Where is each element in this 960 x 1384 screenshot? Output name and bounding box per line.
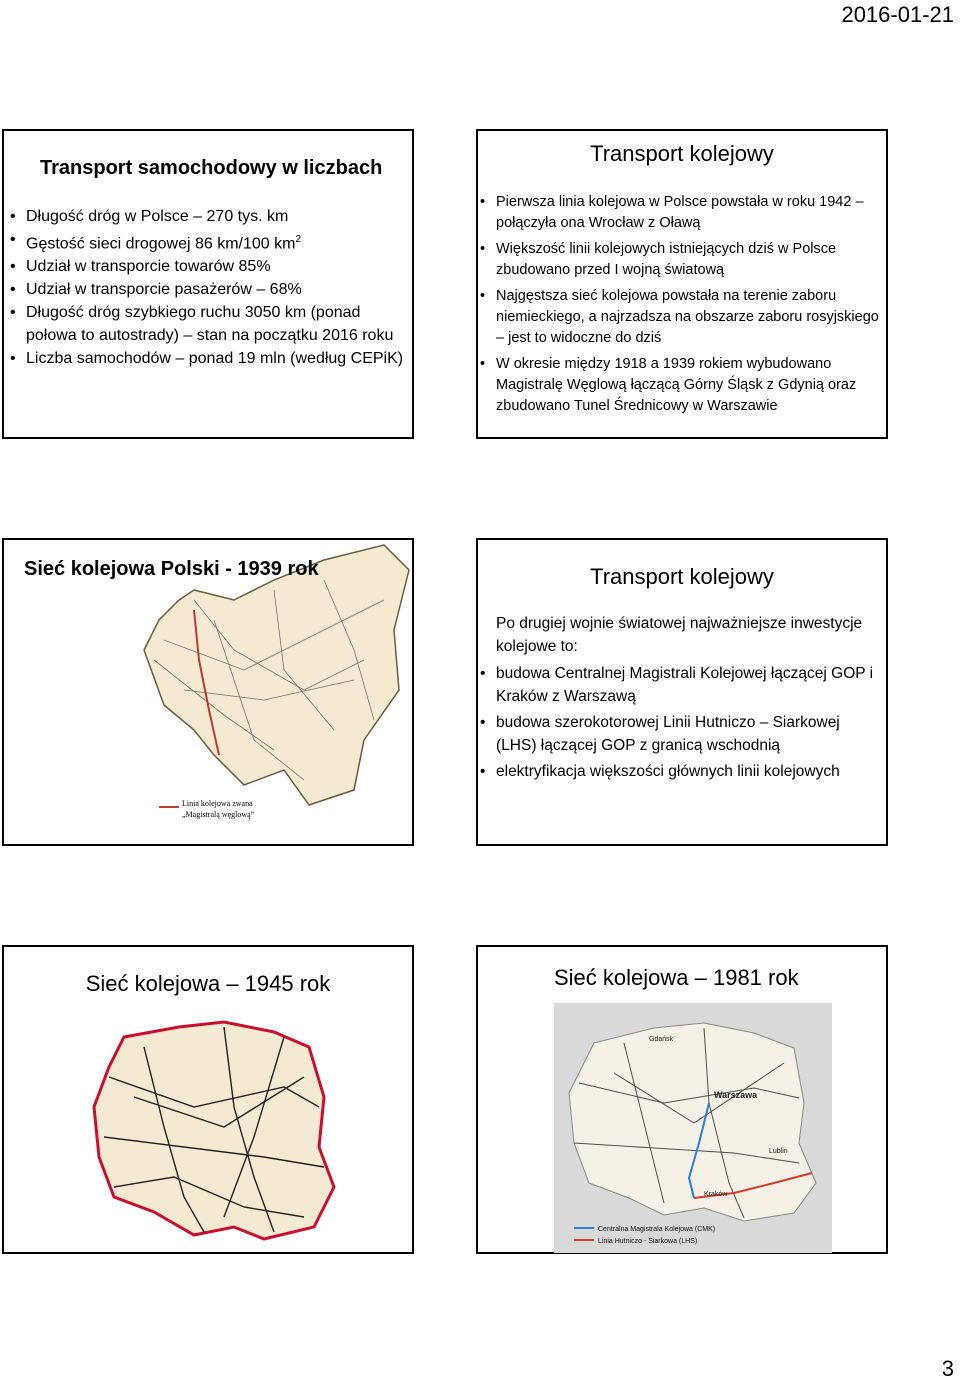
legend-label: Centralna Magistrala Kolejowa (CMK) (598, 1226, 716, 1233)
list-item: • Pierwsza linia kolejowa w Polsce powstała w roku 1942 – połączyła ona Wrocław z Oławą (478, 192, 882, 234)
list-item: • Długość dróg szybkiego ruchu 3050 km (ponad połowa to autostrady) – stan na początku 2016 roku (8, 301, 406, 347)
map-1945 (84, 1017, 339, 1247)
legend-label: Linia Hutniczo - Siarkowa (LHS) (598, 1238, 698, 1245)
list-item: • Gęstość sieci drogowej 86 km/100 $km^2$ (8, 228, 406, 255)
legend-label: Linia kolejowa zwana (182, 799, 253, 808)
slide-rail-map-1945 (2, 945, 414, 1254)
map-label-krakow: Kraków (704, 1191, 728, 1198)
map-label-lublin: Lublin (769, 1148, 788, 1155)
slide-title: Transport kolejowy (590, 564, 774, 589)
slide-rail-map-1981 (476, 945, 888, 1254)
bullet-list (478, 662, 874, 786)
slide-rail-map-1939 (2, 538, 414, 846)
list-item: • budowa szerokotorowej Linii Hutniczo – Siarkowej (LHS) łączącej GOP z granicą wschodnią (478, 711, 874, 757)
legend-label: „Magistralą węglową” (182, 810, 255, 819)
slide-title: Sieć kolejowa – 1945 rok (85, 971, 331, 996)
slide-title: Transport samochodowy w liczbach (40, 157, 383, 179)
bullet-list (8, 205, 406, 370)
page-date: 2016-01-21 (841, 2, 954, 27)
list-item: • Długość dróg w Polsce – 270 tys. km (8, 205, 406, 228)
slide-road-transport (2, 129, 414, 439)
slide-title: Sieć kolejowa Polski - 1939 rok (24, 558, 319, 580)
page-number: 3 (941, 1356, 954, 1381)
slide-title: Sieć kolejowa – 1981 rok (554, 965, 799, 990)
map-label-warszawa: Warszawa (714, 1090, 758, 1100)
list-item: • W okresie między 1918 a 1939 rokiem wybudowano Magistralę Węglową łączącą Górny Śląsk z Gdynią oraz zbudowano Tunel Średnicowy w Warszawie (478, 354, 882, 417)
map-label-gdansk: Gdańsk (649, 1036, 674, 1043)
list-item: • budowa Centralnej Magistrali Kolejowej łączącej GOP i Kraków z Warszawą (478, 662, 874, 708)
slide-rail-history (476, 129, 888, 439)
slide-title: Transport kolejowy (590, 141, 774, 166)
list-item: • Najgęstsza sieć kolejowa powstała na terenie zaboru niemieckiego, a najrzadsza na obszarze zaboru rosyjskiego – jest to widoczne do dziś (478, 286, 882, 349)
intro-text: Po drugiej wojnie światowej najważniejsze inwestycje kolejowe to: (496, 615, 863, 655)
map-1981 (554, 1003, 832, 1253)
bullet-list (478, 192, 882, 422)
map-1939 (124, 540, 414, 840)
slide-rail-investments (476, 538, 888, 846)
list-item: • Liczba samochodów – ponad 19 mln (według CEPiK) (8, 347, 406, 370)
list-item: • Większość linii kolejowych istniejących dziś w Polsce zbudowano przed I wojną światową (478, 239, 882, 281)
list-item: • Udział w transporcie towarów 85% (8, 255, 406, 278)
list-item: • elektryfikacja większości głównych linii kolejowych (478, 760, 874, 783)
list-item: • Udział w transporcie pasażerów – 68% (8, 278, 406, 301)
